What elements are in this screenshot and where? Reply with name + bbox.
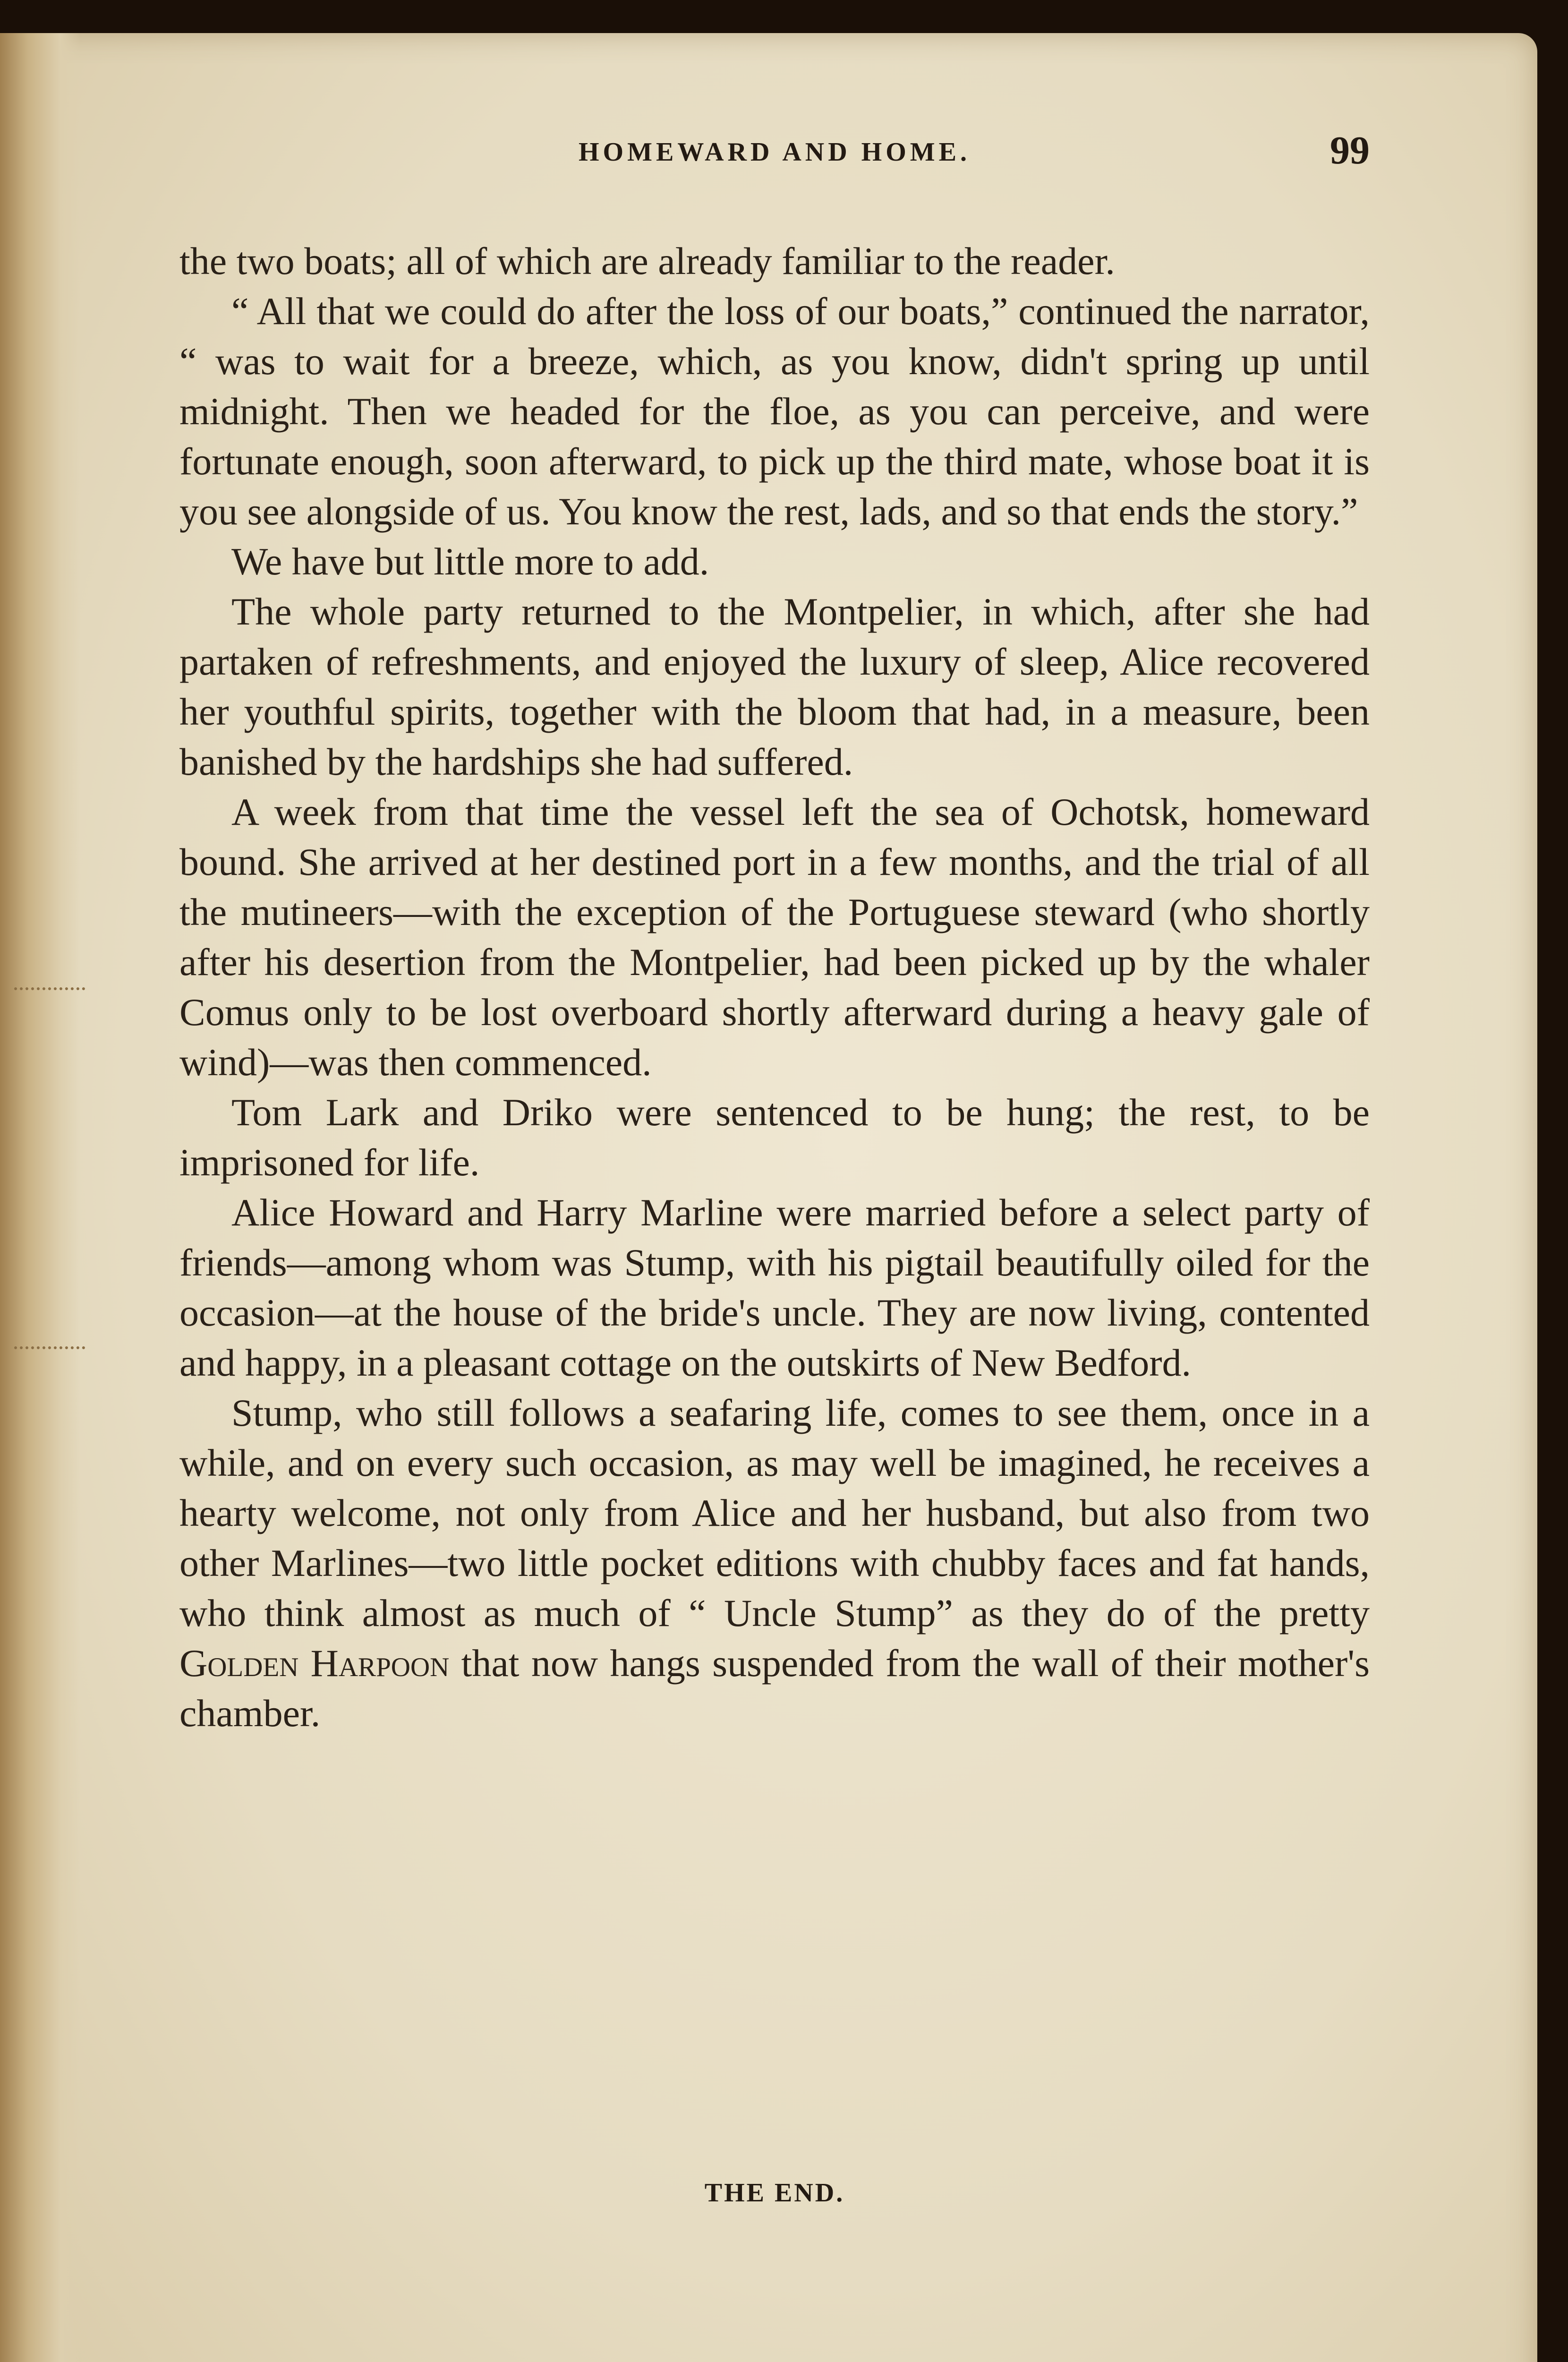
running-head [179,118,1370,175]
paragraph-last [179,1388,1370,1738]
paragraph: A week from that time the vessel left the sea of Ochotsk, homeward bound. She arrived at her destined port in a few months, and the trial of all the mutineers—with the exception of the Portuguese steward (who shortly after his desertion from the Montpelier, had been picked up by the whaler Comus only to be lost overboard shortly afterward during a heavy gale of wind)—was then commenced. [179,790,1370,1084]
paragraph: We have but little more to add. [231,540,709,583]
page-number: 99 [1330,128,1370,172]
binding-stitch [14,1346,85,1368]
body-text [179,236,1370,1738]
paragraph: Tom Lark and Driko were sentenced to be hung; the rest, to be imprisoned for life. [179,1091,1370,1184]
binding-stitch [14,987,85,1009]
paragraph-text: Stump, who still follows a seafaring life, comes to see them, once in a while, and on every such occasion, as may well be imagined, he receives a hearty welcome, not only from Alice and her husband, but also from two other Marlines—two little pocket editions with chubby faces and fat hands, who think almost as much of “ Uncle Stump” as they do of the pretty [179,1391,1370,1635]
the-end-label: THE END. [704,2178,845,2208]
paragraph: Alice Howard and Harry Marline were married before a select party of friends—among whom was Stump, with his pigtail beautifully oiled for the occasion—at the house of the bride's uncle. They are now living, contented and happy, in a pleasant cottage on the outskirts of New Bedford. [179,1191,1370,1384]
page-binding-edge [0,33,80,2362]
paragraph-text: that now hangs suspended from the wall of their mother's chamber. [179,1642,1370,1735]
paragraph: The whole party returned to the Montpelier, in which, after she had partaken of refreshments, and enjoyed the luxury of sleep, Alice recovered her youthful spirits, together with the bloom that had, in a measure, been banished by the hardships she had suffered. [179,590,1370,783]
paragraph: the two boats; all of which are already familiar to the reader. [179,240,1115,282]
paragraph: “ All that we could do after the loss of our boats,” continued the narrator, “ was to wait for a breeze, which, as you know, didn't spring up until midnight. Then we headed for the floe, as you can perceive, and were fortunate enough, soon afterward, to pick up the third mate, whose boat it is you see alongside of us. You know the rest, lads, and so that ends the story.” [179,290,1370,533]
running-title: HOMEWARD AND HOME. [579,137,971,167]
book-title-small-caps: Golden Harpoon [179,1642,450,1685]
